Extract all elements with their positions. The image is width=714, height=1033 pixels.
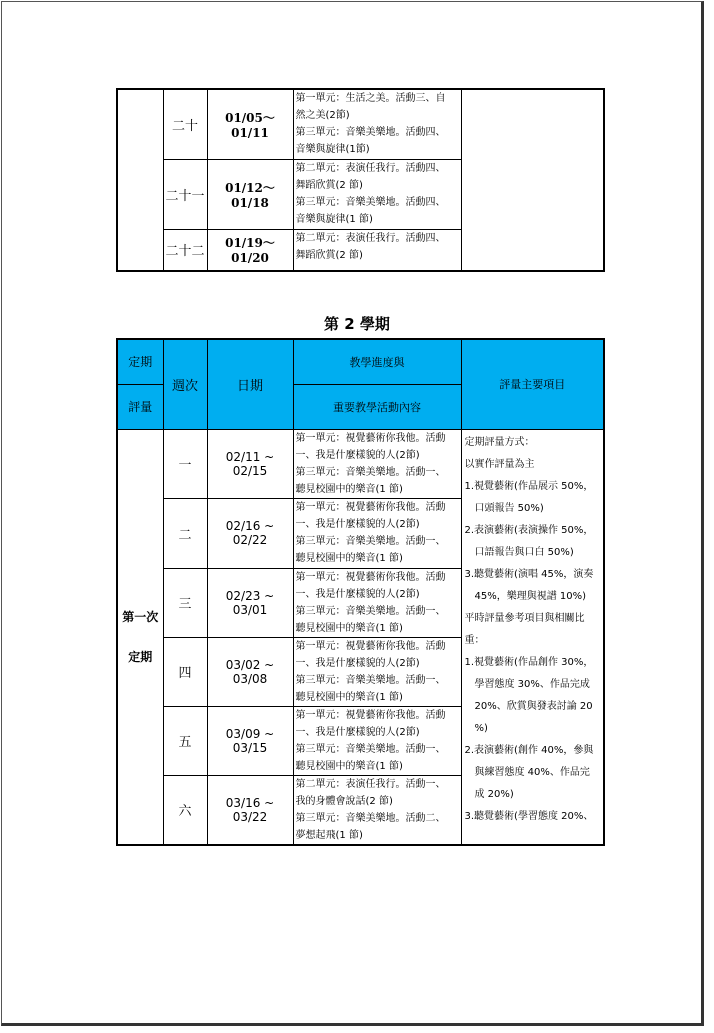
evaluation-line: 口頭報告 50%) [474, 502, 544, 514]
evaluation-line: 1.視覺藝術(作品創作 30%， [464, 656, 594, 668]
evaluation-line: 3.聽覺藝術(演唱 45%，演奏 [464, 568, 594, 580]
header-week: 週次 [163, 339, 207, 429]
week-cell: 一 [163, 429, 207, 498]
week-cell: 四 [163, 637, 207, 706]
week-cell: 二十一 [163, 159, 207, 229]
evaluation-line: 2.表演藝術(表演操作 50%， [464, 524, 594, 536]
evaluation-cell [461, 429, 604, 845]
content-line: 聽見校園中的樂音(1 節) [295, 622, 403, 634]
content-line: 一、我是什麼樣貌的人(2節) [295, 518, 420, 530]
evaluation-line: 與練習態度 40%、作品完 [474, 766, 590, 778]
header-row [117, 339, 604, 384]
week-cell: 二 [163, 498, 207, 568]
content-line: 然之美(2節) [295, 110, 350, 121]
date-cell: 02/23 ~ 03/01 [207, 568, 293, 637]
content-line: 第三單元：音樂美樂地。活動一、 [295, 535, 446, 547]
period-cell-blank [117, 89, 163, 271]
content-cell [293, 706, 461, 775]
content-line: 第三單元：音樂美樂地。活動一、 [295, 466, 446, 478]
content-cell [293, 229, 461, 271]
evaluation-line: 重： [464, 634, 485, 646]
content-line: 夢想起飛(1 節) [295, 829, 363, 841]
week-cell: 六 [163, 775, 207, 845]
date-cell: 01/19～01/20 [207, 229, 293, 271]
content-line: 聽見校園中的樂音(1 節) [295, 691, 403, 703]
content-line: 第三單元：音樂美樂地。活動四、 [295, 127, 446, 138]
content-line: 聽見校園中的樂音(1 節) [295, 483, 403, 495]
evaluation-line: %) [474, 722, 488, 734]
content-line: 一、我是什麼樣貌的人(2節) [295, 449, 420, 461]
table-row [117, 89, 604, 159]
header-progress-bottom: 重要教學活動內容 [293, 384, 461, 429]
evaluation-cell-blank [461, 89, 604, 271]
content-cell [293, 429, 461, 498]
content-line: 第三單元：音樂美樂地。活動二、 [295, 812, 446, 824]
content-line: 我的身體會說話(2 節) [295, 795, 393, 807]
content-line: 一、我是什麼樣貌的人(2節) [295, 657, 420, 669]
content-cell [293, 568, 461, 637]
content-line: 音樂與旋律(1 節) [295, 213, 373, 225]
content-line: 第一單元：視覺藝術你我他。活動 [295, 432, 446, 444]
evaluation-line: 3.聽覺藝術(學習態度 20%、 [464, 810, 594, 822]
evaluation-line: 1.視覺藝術(作品展示 50%， [464, 480, 594, 492]
content-line: 聽見校園中的樂音(1 節) [295, 552, 403, 564]
content-line: 一、我是什麼樣貌的人(2節) [295, 726, 420, 738]
week-cell: 三 [163, 568, 207, 637]
content-cell [293, 89, 461, 159]
content-line: 第二單元：表演任我行。活動一、 [295, 778, 446, 790]
period-label-line: 定期 [128, 649, 153, 664]
content-line: 第三單元：音樂美樂地。活動一、 [295, 743, 446, 755]
date-cell: 03/16 ~ 03/22 [207, 775, 293, 845]
table-row [117, 429, 604, 498]
week-cell: 二十 [163, 89, 207, 159]
header-date: 日期 [207, 339, 293, 429]
date-cell: 02/16 ~ 02/22 [207, 498, 293, 568]
header-period-bottom: 評量 [117, 384, 163, 429]
content-line: 舞蹈欣賞(2 節) [295, 249, 363, 261]
content-cell [293, 498, 461, 568]
evaluation-line: 定期評量方式： [464, 436, 535, 448]
header-progress-top: 教學進度與 [293, 339, 461, 384]
semester2-schedule-table [116, 338, 605, 846]
date-cell: 01/05～01/11 [207, 89, 293, 159]
evaluation-line: 口語報告與口白 50%) [474, 546, 574, 558]
content-line: 音樂與旋律(1節) [295, 144, 370, 155]
period-label-cell [117, 429, 163, 845]
evaluation-line: 2.表演藝術(創作 40%，參與 [464, 744, 594, 756]
content-line: 第二單元：表演任我行。活動四、 [295, 232, 446, 244]
date-cell: 01/12～01/18 [207, 159, 293, 229]
header-period-top: 定期 [117, 339, 163, 384]
content-line: 第三單元：音樂美樂地。活動一、 [295, 674, 446, 686]
evaluation-line: 學習態度 30%、作品完成 [474, 678, 590, 690]
week-cell: 二十二 [163, 229, 207, 271]
content-line: 第三單元：音樂美樂地。活動一、 [295, 605, 446, 617]
period-label-line: 第一次 [122, 609, 159, 624]
content-cell [293, 775, 461, 845]
date-cell: 03/02 ~ 03/08 [207, 637, 293, 706]
content-cell [293, 159, 461, 229]
evaluation-line: 成 20%) [474, 788, 514, 800]
semester1-schedule-table [116, 88, 605, 272]
evaluation-line: 平時評量參考項目與相關比 [464, 612, 585, 624]
date-cell: 03/09 ~ 03/15 [207, 706, 293, 775]
content-line: 第一單元：視覺藝術你我他。活動 [295, 640, 446, 652]
content-line: 第一單元：視覺藝術你我他。活動 [295, 709, 446, 721]
content-line: 第一單元：生活之美。活動三、自 [295, 93, 446, 104]
content-line: 一、我是什麼樣貌的人(2節) [295, 588, 420, 600]
evaluation-line: 以實作評量為主 [464, 458, 535, 470]
content-line: 第一單元：視覺藝術你我他。活動 [295, 571, 446, 583]
date-cell: 02/11 ~ 02/15 [207, 429, 293, 498]
evaluation-line: 45%，樂理與視譜 10%) [474, 590, 587, 602]
content-cell [293, 637, 461, 706]
week-cell: 五 [163, 706, 207, 775]
content-line: 第三單元：音樂美樂地。活動四、 [295, 196, 446, 208]
semester2-title: 第 2 學期 [324, 315, 390, 333]
content-line: 舞蹈欣賞(2 節) [295, 179, 363, 191]
header-evaluation: 評量主要項目 [461, 339, 604, 429]
content-line: 第二單元：表演任我行。活動四、 [295, 162, 446, 174]
content-line: 第一單元：視覺藝術你我他。活動 [295, 501, 446, 513]
content-line: 聽見校園中的樂音(1 節) [295, 760, 403, 772]
evaluation-line: 20%、欣賞與發表討論 20 [474, 700, 593, 712]
